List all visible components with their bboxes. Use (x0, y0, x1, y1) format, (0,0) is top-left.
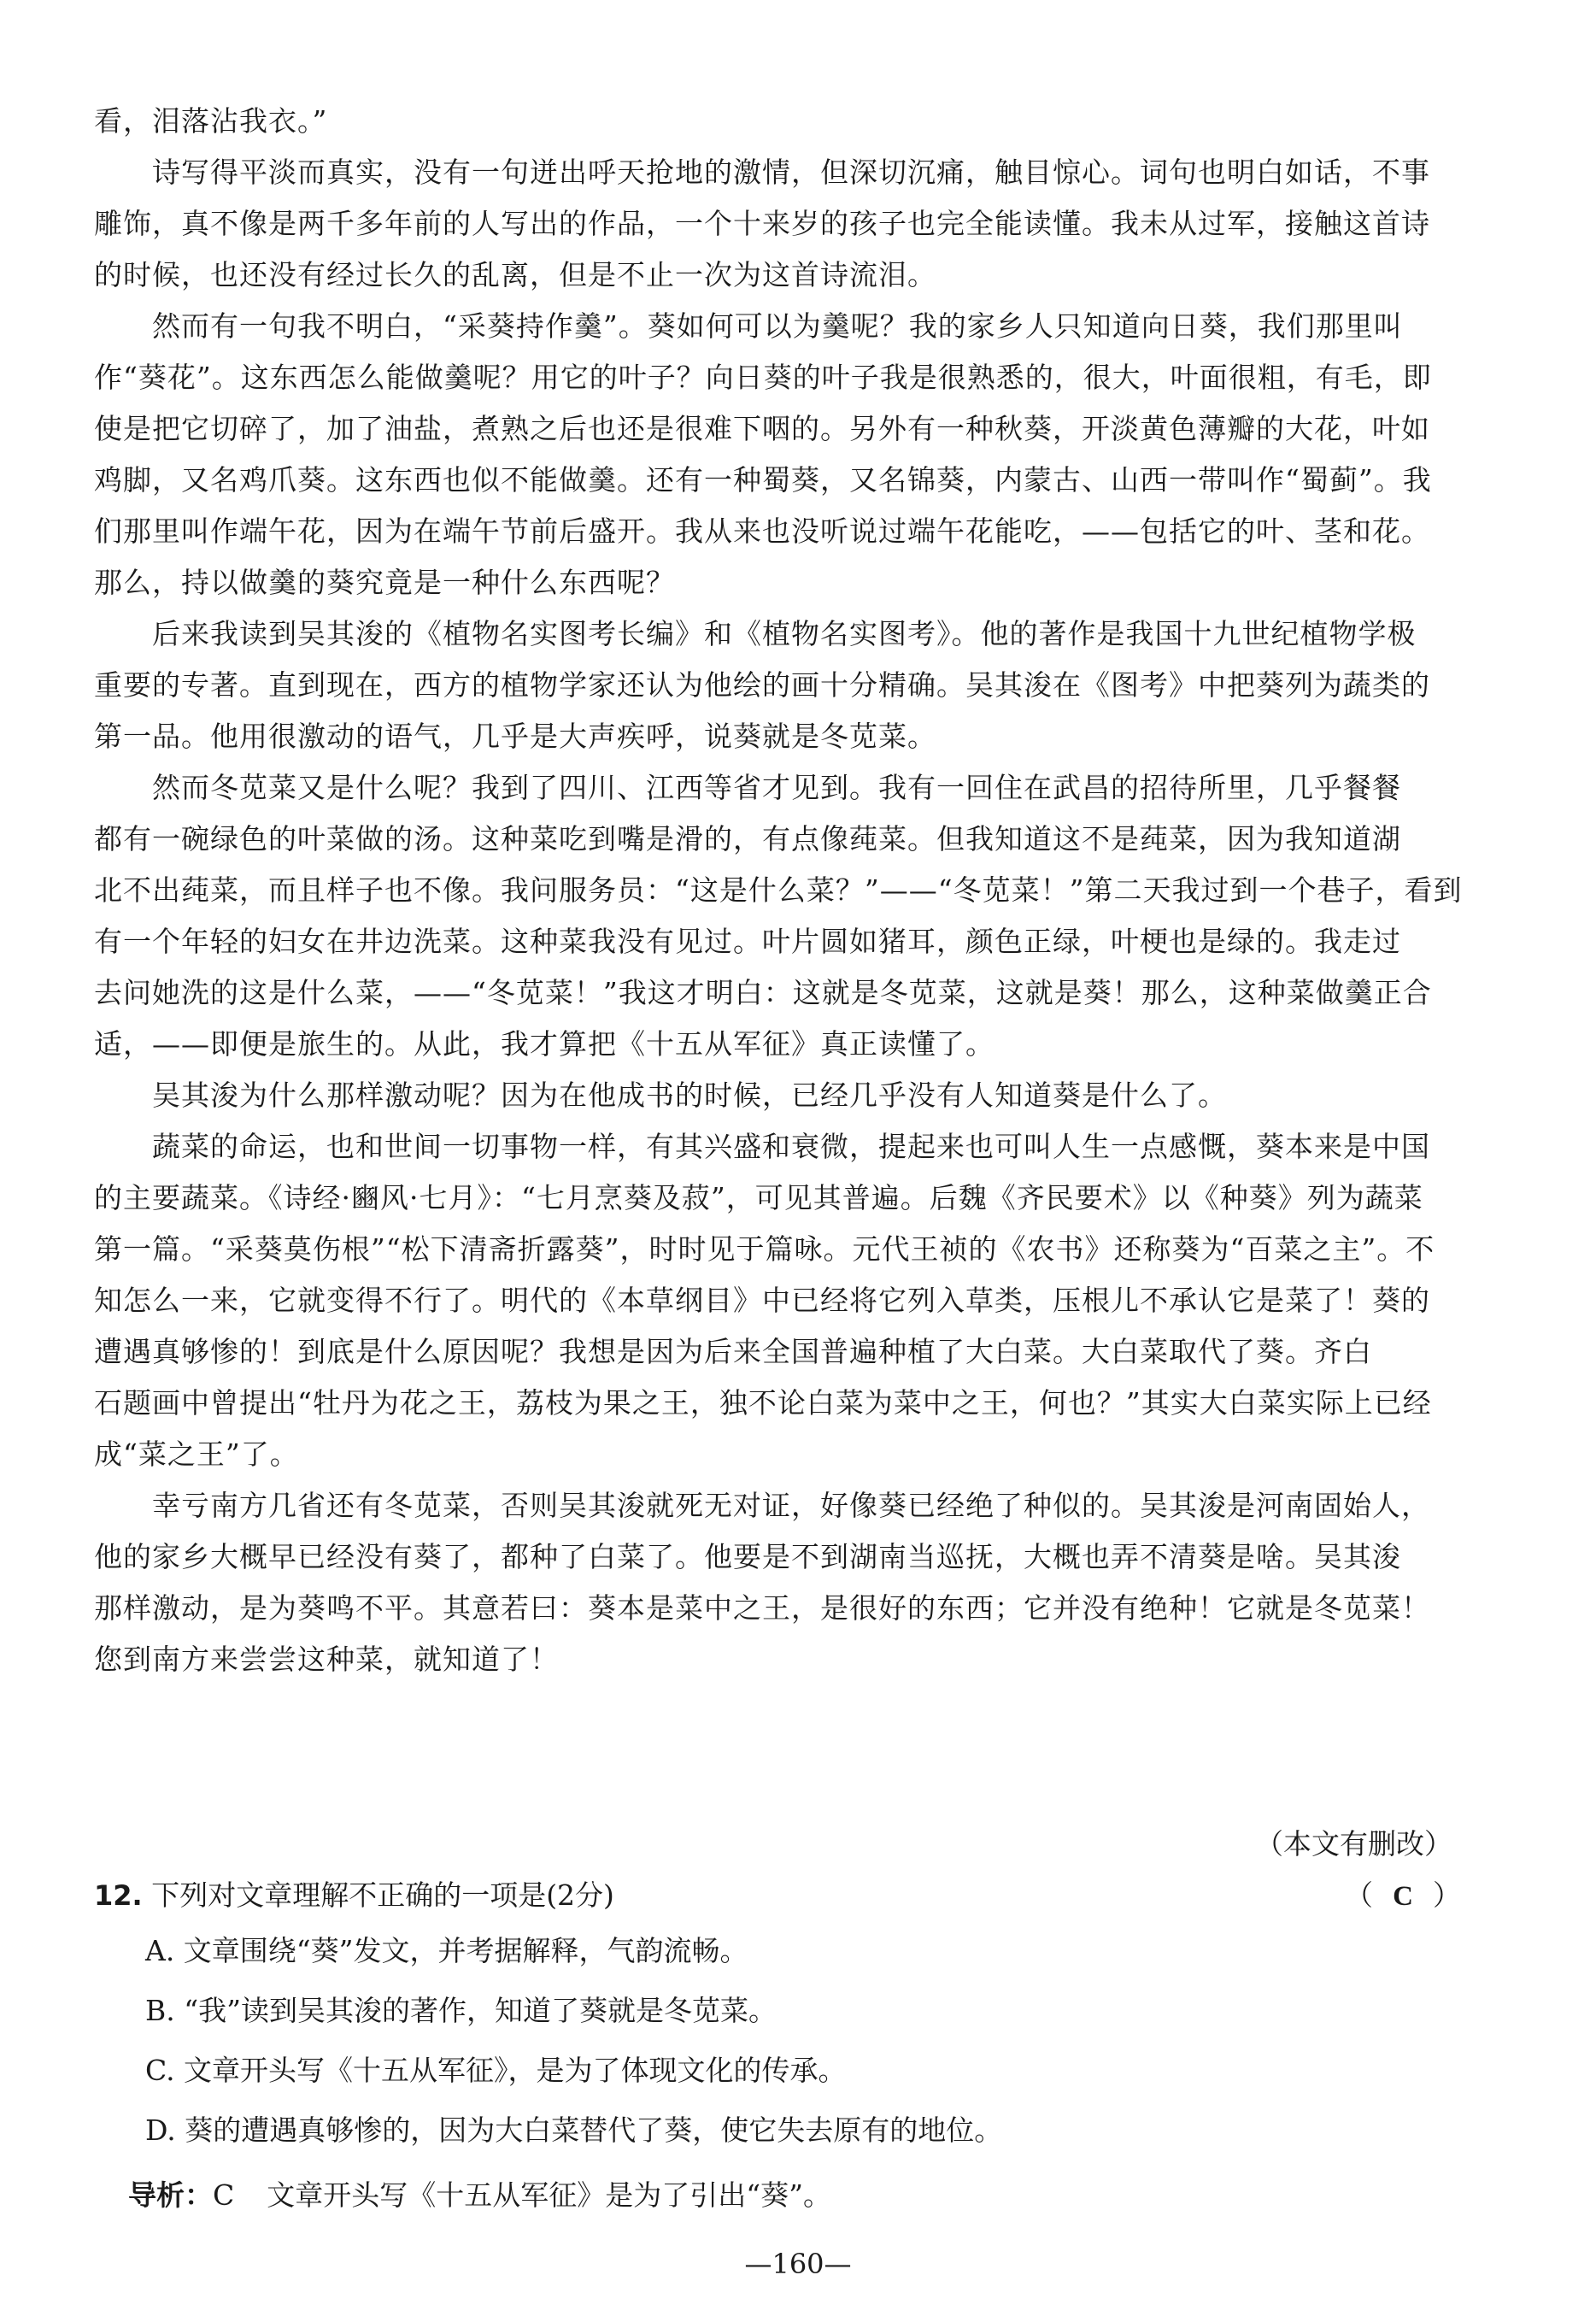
option-c: C. 文章开头写《十五从军征》，是为了体现文化的传承。 (145, 2054, 847, 2087)
article-line: 遭遇真够惨的！到底是什么原因呢？我想是因为后来全国普遍种植了大白菜。大白菜取代了葵。齐白 (94, 1335, 1372, 1368)
article-line: 雕饰，真不像是两千多年前的人写出的作品，一个十来岁的孩子也完全能读懂。我未从过军，接触这首诗 (94, 207, 1430, 240)
question-title (94, 1870, 1461, 1921)
article-line: 适，——即便是旅生的。从此，我才算把《十五从军征》真正读懂了。 (94, 1027, 995, 1061)
article-line: 那样激动，是为葵鸣不平。其意若曰：葵本是菜中之王，是很好的东西；它并没有绝种！它就是冬苋菜！ (94, 1591, 1430, 1625)
article-line: 蔬菜的命运，也和世间一切事物一样，有其兴盛和衰微，提起来也可叫人生一点感慨，葵本来是中国 (94, 1130, 1430, 1163)
article-line: 都有一碗绿色的叶菜做的汤。这种菜吃到嘴是滑的，有点像莼菜。但我知道这不是莼菜，因为我知道湖 (94, 822, 1401, 855)
question-block (94, 1870, 1461, 2225)
analysis-answer: C (213, 2178, 235, 2212)
article-line: 幸亏南方几省还有冬苋菜，否则吴其浚就死无对证，好像葵已经绝了种似的。吴其浚是河南固始人， (94, 1489, 1430, 1522)
analysis-text: 文章开头写《十五从军征》是为了引出“葵”。 (267, 2178, 831, 2212)
option-b: B. “我”读到吴其浚的著作，知道了葵就是冬苋菜。 (145, 1994, 777, 2027)
article-line: 然而有一句我不明白，“采葵持作羹”。葵如何可以为羹呢？我的家乡人只知道向日葵，我们那里叫 (94, 309, 1403, 343)
article-line: 他的家乡大概早已经没有葵了，都种了白菜了。他要是不到湖南当巡抚，大概也弄不清葵是啥。吴其浚 (94, 1540, 1401, 1573)
answer-value: C (1393, 1881, 1413, 1912)
page-number: —160— (744, 2248, 852, 2280)
article-line: 然而冬苋菜又是什么呢？我到了四川、江西等省才见到。我有一回住在武昌的招待所里，几乎餐餐 (94, 771, 1401, 804)
article-line: 使是把它切碎了，加了油盐，煮熟之后也还是很难下咽的。另外有一种秋葵，开淡黄色薄瓣的大花，叶如 (94, 412, 1430, 445)
source-note: （本文有删改） (1255, 1827, 1452, 1861)
article-line: 北不出莼菜，而且样子也不像。我问服务员：“这是什么菜？”——“冬苋菜！”第二天我过到一个巷子，看到 (94, 873, 1463, 907)
article-line: 成“菜之王”了。 (94, 1437, 299, 1471)
question-number: 12. (94, 1879, 143, 1912)
bracket-close: ） (1433, 1878, 1461, 1912)
article-line: 重要的专著。直到现在，西方的植物学家还认为他绘的画十分精确。吴其浚在《图考》中把葵列为蔬类的 (94, 668, 1430, 702)
analysis (94, 2166, 1461, 2225)
article-line: 知怎么一来，它就变得不行了。明代的《本草纲目》中已经将它列入草类，压根儿不承认它是菜了！葵的 (94, 1284, 1430, 1317)
article-line: 有一个年轻的妇女在井边洗菜。这种菜我没有见过。叶片圆如猪耳，颜色正绿，叶梗也是绿的。我走过 (94, 925, 1401, 958)
article-line: 们那里叫作端午花，因为在端午节前后盛开。我从来也没听说过端午花能吃，——包括它的叶、茎和花。 (94, 514, 1430, 548)
option-d: D. 葵的遭遇真够惨的，因为大白菜替代了葵，使它失去原有的地位。 (145, 2113, 1003, 2147)
article-line: 的主要蔬菜。《诗经·豳风·七月》：“七月烹葵及菽”，可见其普遍。后魏《齐民要术》以《种葵》列为蔬菜 (94, 1181, 1423, 1214)
article-line: 后来我读到吴其浚的《植物名实图考长编》和《植物名实图考》。他的著作是我国十九世纪植物学极 (94, 617, 1417, 650)
bracket-open: （ (1345, 1878, 1373, 1912)
article-line: 吴其浚为什么那样激动呢？因为在他成书的时候，已经几乎没有人知道葵是什么了。 (94, 1079, 1227, 1112)
option-a: A. 文章围绕“葵”发文，并考据解释，气韵流畅。 (145, 1934, 748, 1967)
analysis-label: 导析： (128, 2178, 213, 2212)
question-text: 下列对文章理解不正确的一项是(2分) (151, 1878, 614, 1912)
article-line: 鸡脚，又名鸡爪葵。这东西也似不能做羹。还有一种蜀葵，又名锦葵，内蒙古、山西一带叫作“蜀蓟”。我 (94, 463, 1432, 497)
article-line: 第一篇。“采葵莫伤根”“松下清斋折露葵”，时时见于篇咏。元代王祯的《农书》还称葵为“百菜之主”。不 (94, 1232, 1435, 1266)
article-line: 诗写得平淡而真实，没有一句迸出呼天抢地的激情，但深切沉痛，触目惊心。词句也明白如话，不事 (94, 156, 1430, 189)
answer-bracket (1345, 1870, 1461, 1922)
article-line: 那么，持以做羹的葵究竟是一种什么东西呢？ (94, 566, 675, 599)
article-body (94, 96, 1463, 1685)
article-line: 第一品。他用很激动的语气，几乎是大声疾呼，说葵就是冬苋菜。 (94, 720, 936, 753)
article-line: 作“葵花”。这东西怎么能做羹呢？用它的叶子？向日葵的叶子我是很熟悉的，很大，叶面很粗，有毛，即 (94, 361, 1432, 394)
article-line: 您到南方来尝尝这种菜，就知道了！ (94, 1643, 559, 1676)
article-line: 去问她洗的这是什么菜，——“冬苋菜！”我这才明白：这就是冬苋菜，这就是葵！那么，这种菜做羹正合 (94, 976, 1432, 1009)
article-line: 看，泪落沾我衣。” (94, 104, 328, 138)
article-line: 的时候，也还没有经过长久的乱离，但是不止一次为这首诗流泪。 (94, 258, 936, 291)
article-line: 石题画中曾提出“牡丹为花之王，荔枝为果之王，独不论白菜为菜中之王，何也？”其实大白菜实际上已经 (94, 1386, 1432, 1420)
